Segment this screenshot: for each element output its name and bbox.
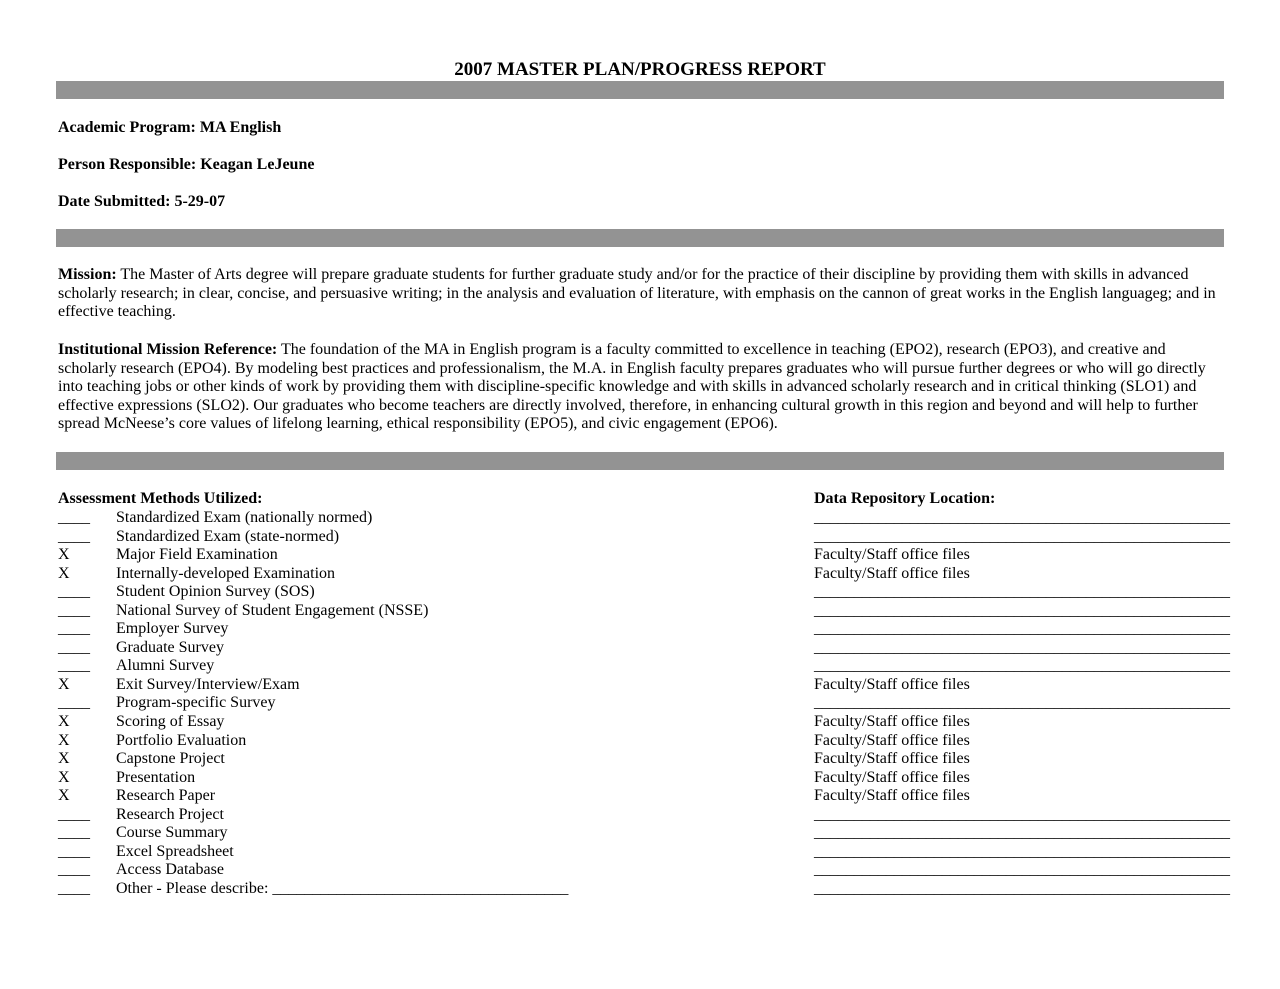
assessment-mark: X — [58, 768, 70, 786]
section-divider-bar — [56, 229, 1224, 247]
repository-location: ____________________________________________________ — [814, 861, 1230, 879]
assessment-row — [58, 861, 1230, 880]
repository-location: ____________________________________________________ — [814, 842, 1230, 860]
assessment-mark: ____ — [58, 842, 90, 860]
assessment-method: Graduate Survey — [116, 638, 224, 656]
repository-location: Faculty/Staff office files — [814, 713, 970, 731]
repository-location: ____________________________________________________ — [814, 879, 1230, 897]
assessment-row — [58, 583, 1230, 602]
repository-location: ____________________________________________________ — [814, 601, 1230, 619]
assessment-row — [58, 694, 1230, 713]
repository-location: ____________________________________________________ — [814, 657, 1230, 675]
repository-location: Faculty/Staff office files — [814, 750, 970, 768]
section-divider-bar — [56, 452, 1224, 470]
assessment-methods-list — [58, 509, 1230, 898]
assessment-mark: ____ — [58, 657, 90, 675]
assessment-row — [58, 565, 1224, 584]
mission-paragraph — [58, 266, 1224, 322]
person-responsible-field: Person Responsible: Keagan LeJeune — [58, 156, 315, 173]
assessment-mark: X — [58, 750, 70, 768]
assessment-mark: ____ — [58, 805, 90, 823]
assessment-method: Standardized Exam (nationally normed) — [116, 509, 373, 526]
assessment-method: Other - Please describe: _____________________________________ — [116, 879, 569, 897]
assessment-mark: ____ — [58, 620, 90, 638]
data-repository-header: Data Repository Location: — [814, 490, 996, 507]
repository-location: Faculty/Staff office files — [814, 564, 970, 582]
assessment-mark: X — [58, 546, 70, 564]
repository-location: ____________________________________________________ — [814, 527, 1230, 545]
assessment-mark: ____ — [58, 879, 90, 897]
assessment-mark: X — [58, 564, 70, 582]
assessment-method: Alumni Survey — [116, 657, 215, 675]
repository-location: ____________________________________________________ — [814, 509, 1230, 526]
assessment-mark: ____ — [58, 861, 90, 879]
assessment-row — [58, 657, 1230, 676]
assessment-row — [58, 527, 1230, 547]
assessment-methods-header: Assessment Methods Utilized: — [58, 490, 263, 507]
repository-location: Faculty/Staff office files — [814, 768, 970, 786]
assessment-mark: X — [58, 675, 70, 693]
repository-location: Faculty/Staff office files — [814, 787, 970, 805]
page-title: 2007 MASTER PLAN/PROGRESS REPORT — [454, 59, 826, 80]
assessment-method: Student Opinion Survey (SOS) — [116, 583, 315, 601]
assessment-row — [58, 676, 1224, 695]
assessment-row — [58, 769, 1224, 788]
assessment-mark: X — [58, 713, 70, 731]
assessment-row — [58, 824, 1230, 843]
assessment-method: Portfolio Evaluation — [116, 731, 247, 749]
repository-location: ____________________________________________________ — [814, 805, 1230, 823]
assessment-row — [58, 805, 1230, 825]
institutional-mission-text: The foundation of the MA in English program is a faculty committed to excellence in teaching (EPO2), research (EPO3), and creative and scholarly research (EPO4). By modeling best practices and professionalism, the M.A. in English faculty prepares graduates who will pursue further degrees or who will go directly into teaching jobs or other kinds of work by providing them with discipline-specific knowledge and with skills in advanced scholarly research and in critical thinking (SLO1) and effective expressions (SLO2). Our graduates who become teachers are directly involved, therefore, in enhancing cultural growth in this region and beyond and will help to further spread McNeese’s core values of lifelong learning, ethical responsibility (EPO5), and civic engagement (EPO6). — [58, 341, 1206, 433]
assessment-method: National Survey of Student Engagement (NSSE) — [116, 601, 429, 619]
assessment-mark: ____ — [58, 694, 90, 712]
date-submitted-field: Date Submitted: 5-29-07 — [58, 193, 226, 210]
assessment-method: Program-specific Survey — [116, 694, 276, 712]
assessment-row — [58, 620, 1230, 639]
assessment-row — [58, 601, 1230, 621]
repository-location: ____________________________________________________ — [814, 694, 1230, 712]
assessment-row — [58, 509, 1230, 528]
institutional-mission-paragraph — [58, 341, 1224, 434]
assessment-row — [58, 750, 1224, 769]
institutional-mission-label: Institutional Mission Reference: — [58, 341, 278, 358]
assessment-row — [58, 787, 1224, 806]
repository-location: ____________________________________________________ — [814, 583, 1230, 601]
assessment-method: Capstone Project — [116, 750, 225, 768]
assessment-method: Presentation — [116, 768, 196, 786]
assessment-method: Scoring of Essay — [116, 713, 225, 731]
mission-label: Mission: — [58, 266, 117, 283]
assessment-mark: X — [58, 787, 70, 805]
assessment-row — [58, 546, 1224, 565]
assessment-row — [58, 732, 1224, 751]
assessment-method: Standardized Exam (state-normed) — [116, 527, 340, 545]
assessment-mark: ____ — [58, 583, 90, 601]
assessment-method: Excel Spreadsheet — [116, 842, 234, 860]
repository-location: ____________________________________________________ — [814, 638, 1230, 656]
assessment-method: Employer Survey — [116, 620, 229, 638]
assessment-row — [58, 713, 1224, 732]
assessment-row — [58, 842, 1230, 862]
assessment-method: Course Summary — [116, 824, 228, 842]
assessment-mark: ____ — [58, 824, 90, 842]
assessment-mark: ____ — [58, 509, 90, 526]
section-divider-bar — [56, 81, 1224, 99]
repository-location: ____________________________________________________ — [814, 620, 1230, 638]
assessment-mark: X — [58, 731, 70, 749]
assessment-row — [58, 879, 1230, 899]
assessment-mark: ____ — [58, 527, 90, 545]
academic-program-field: Academic Program: MA English — [58, 119, 282, 136]
assessment-method: Research Project — [116, 805, 224, 823]
assessment-method: Access Database — [116, 861, 224, 879]
repository-location: ____________________________________________________ — [814, 824, 1230, 842]
assessment-method: Exit Survey/Interview/Exam — [116, 675, 300, 693]
assessment-method: Internally-developed Examination — [116, 564, 336, 582]
assessment-method: Research Paper — [116, 787, 216, 805]
assessment-mark: ____ — [58, 638, 90, 656]
assessment-mark: ____ — [58, 601, 90, 619]
repository-location: Faculty/Staff office files — [814, 731, 970, 749]
assessment-row — [58, 638, 1230, 658]
repository-location: Faculty/Staff office files — [814, 546, 970, 564]
assessment-method: Major Field Examination — [116, 546, 278, 564]
repository-location: Faculty/Staff office files — [814, 675, 970, 693]
mission-text: The Master of Arts degree will prepare graduate students for further graduate study and/or for the practice of their discipline by providing them with skills in advanced scholarly research; in clear, concise, and persuasive writing; in the analysis and evaluation of literature, with emphasis on the cannon of great works in the English languageg; and in effective teaching. — [58, 266, 1216, 321]
